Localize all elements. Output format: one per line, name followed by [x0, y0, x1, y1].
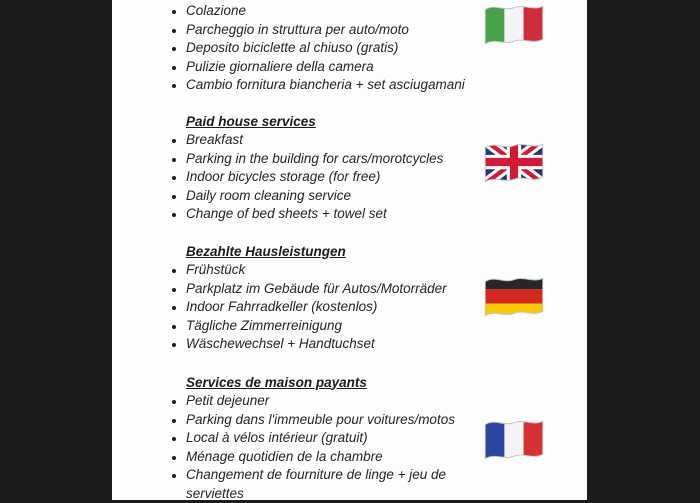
document-sheet [112, 0, 587, 500]
service-item: • Change of bed sheets + towel set [186, 205, 488, 224]
service-item: • Colazione [186, 2, 488, 21]
service-item: • Local à vélos intérieur (gratuit) [186, 429, 488, 448]
uk-flag-icon [483, 139, 545, 185]
section-german [112, 243, 587, 354]
service-item: • Parking in the building for cars/morotcycles [186, 150, 488, 169]
italy-flag-icon [483, 1, 545, 47]
service-item: • Cambio fornitura biancheria + set asciugamani [186, 76, 488, 95]
section-heading: Services de maison payants [186, 374, 587, 393]
section-english [112, 113, 587, 224]
service-item: • Petit dejeuner [186, 392, 488, 411]
service-item: • Changement de fourniture de linge + jeu de serviettes [186, 466, 488, 503]
service-item: • Pulizie giornaliere della camera [186, 58, 488, 77]
service-item: • Parcheggio in struttura per auto/moto [186, 21, 488, 40]
document-content [112, 0, 587, 500]
service-item: • Indoor Fahrradkeller (kostenlos) [186, 298, 488, 317]
germany-flag-icon [483, 273, 545, 319]
service-item: • Daily room cleaning service [186, 187, 488, 206]
service-item: • Parkplatz im Gebäude für Autos/Motorräder [186, 280, 488, 299]
section-french [112, 374, 587, 503]
service-item: • Wäschewechsel + Handtuchset [186, 335, 488, 354]
section-heading: Paid house services [186, 113, 587, 132]
service-item: • Frühstück [186, 261, 488, 280]
service-item: • Breakfast [186, 131, 488, 150]
service-item: • Tägliche Zimmerreinigung [186, 317, 488, 336]
service-item: • Ménage quotidien de la chambre [186, 448, 488, 467]
section-italian [112, 2, 587, 95]
service-item: • Indoor bicycles storage (for free) [186, 168, 488, 187]
service-item: • Deposito biciclette al chiuso (gratis) [186, 39, 488, 58]
section-heading: Bezahlte Hausleistungen [186, 243, 587, 262]
service-item: • Parking dans l'immeuble pour voitures/motos [186, 411, 488, 430]
france-flag-icon [483, 416, 545, 462]
